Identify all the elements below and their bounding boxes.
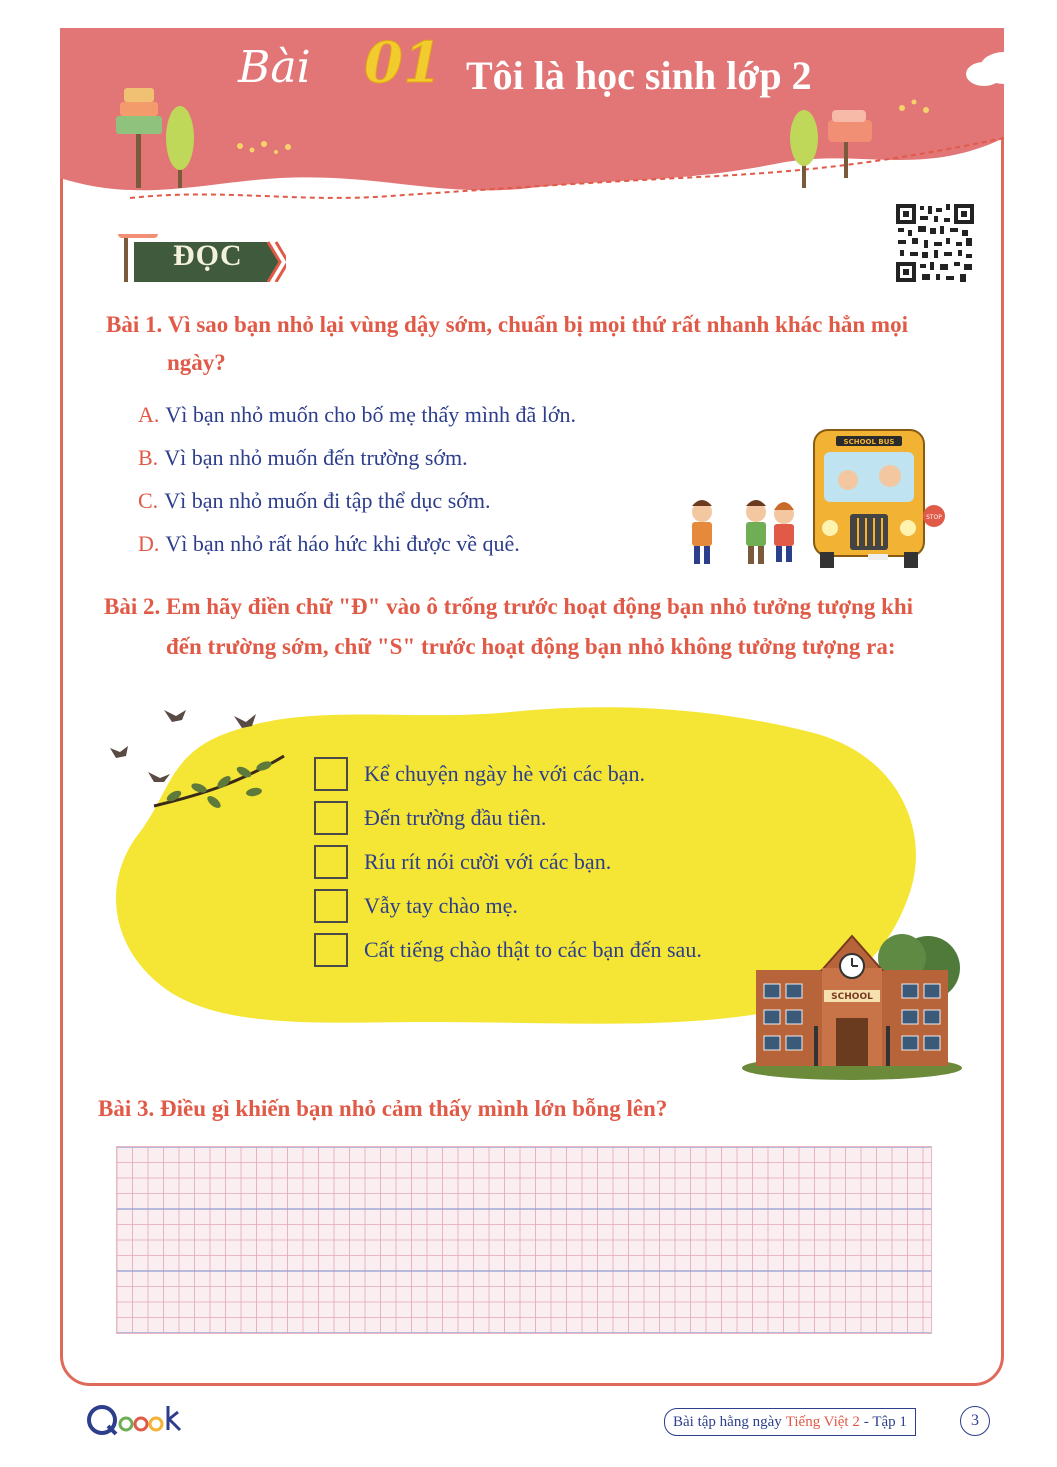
bird-icon <box>110 710 256 782</box>
book-title-footer <box>664 1408 916 1436</box>
school-building-illustration <box>742 918 962 1080</box>
option-letter: A. <box>138 402 160 427</box>
q2-item-label: Ríu rít nói cười với các bạn. <box>364 849 612 874</box>
book-prefix: Bài tập hằng ngày <box>673 1413 782 1430</box>
option-text: Vì bạn nhỏ muốn cho bố mẹ thấy mình đã lớn. <box>165 402 577 427</box>
q3-title: Bài 3. Điều gì khiến bạn nhỏ cảm thấy mình lớn bỗng lên? <box>98 1096 668 1121</box>
option-text: Vì bạn nhỏ muốn đi tập thể dục sớm. <box>164 488 491 513</box>
q2-item <box>314 844 611 880</box>
q1-option-a[interactable] <box>138 402 576 428</box>
q2-title-line2: đến trường sớm, chữ "S" trước hoạt động bạn nhỏ không tưởng tượng ra: <box>166 634 896 659</box>
q2-item-label: Kể chuyện ngày hè với các bạn. <box>364 761 646 786</box>
option-text: Vì bạn nhỏ rất háo hức khi được về quê. <box>165 531 520 556</box>
answer-checkbox[interactable] <box>314 933 348 967</box>
q2-item <box>314 756 645 792</box>
q1-title-line1: Bài 1. Vì sao bạn nhỏ lại vùng dậy sớm, chuẩn bị mọi thứ rất nhanh khác hẳn mọi <box>106 312 908 337</box>
child-icon <box>774 502 794 562</box>
lesson-word: Bài <box>238 42 311 93</box>
q2-item-label: Đến trường đầu tiên. <box>364 805 547 830</box>
option-text: Vì bạn nhỏ muốn đến trường sớm. <box>164 445 468 470</box>
school-bus-illustration <box>680 424 948 574</box>
q1-option-b[interactable] <box>138 445 468 471</box>
q1-title-line2: ngày? <box>167 350 226 375</box>
q2-title-line1: Bài 2. Em hãy điền chữ "Đ" vào ô trống trước hoạt động bạn nhỏ tưởng tượng khi <box>104 594 914 619</box>
answer-writing-grid[interactable] <box>116 1146 932 1334</box>
book-suffix: - Tập 1 <box>863 1413 907 1430</box>
q2-item-label: Cất tiếng chào thật to các bạn đến sau. <box>364 937 702 962</box>
qbooks-logo <box>86 1398 186 1438</box>
q2-item <box>314 932 702 968</box>
lesson-number: 01 <box>364 30 442 96</box>
birds-branch-illustration <box>104 696 304 836</box>
q2-item <box>314 800 546 836</box>
answer-checkbox[interactable] <box>314 889 348 923</box>
option-letter: D. <box>138 531 160 556</box>
bus-sign: SCHOOL BUS <box>843 438 895 446</box>
child-icon <box>746 500 766 564</box>
option-letter: C. <box>138 488 159 513</box>
answer-checkbox[interactable] <box>314 845 348 879</box>
q1-option-c[interactable] <box>138 488 491 514</box>
option-letter: B. <box>138 445 159 470</box>
child-icon <box>692 500 712 564</box>
page-number: 3 <box>960 1406 990 1436</box>
answer-checkbox[interactable] <box>314 757 348 791</box>
q2-item-label: Vẫy tay chào mẹ. <box>364 893 518 918</box>
section-label: ĐỌC <box>173 239 243 272</box>
answer-checkbox[interactable] <box>314 801 348 835</box>
tree-icon <box>790 110 818 188</box>
book-subject: Tiếng Việt 2 <box>785 1413 860 1430</box>
lesson-title: Tôi là học sinh lớp 2 <box>466 53 812 98</box>
q1-option-d[interactable] <box>138 531 520 557</box>
stop-sign-text: STOP <box>926 514 942 521</box>
school-sign: SCHOOL <box>831 992 873 1002</box>
qr-code-icon[interactable] <box>894 202 976 284</box>
stop-sign-icon <box>923 505 945 527</box>
q2-item <box>314 888 518 924</box>
